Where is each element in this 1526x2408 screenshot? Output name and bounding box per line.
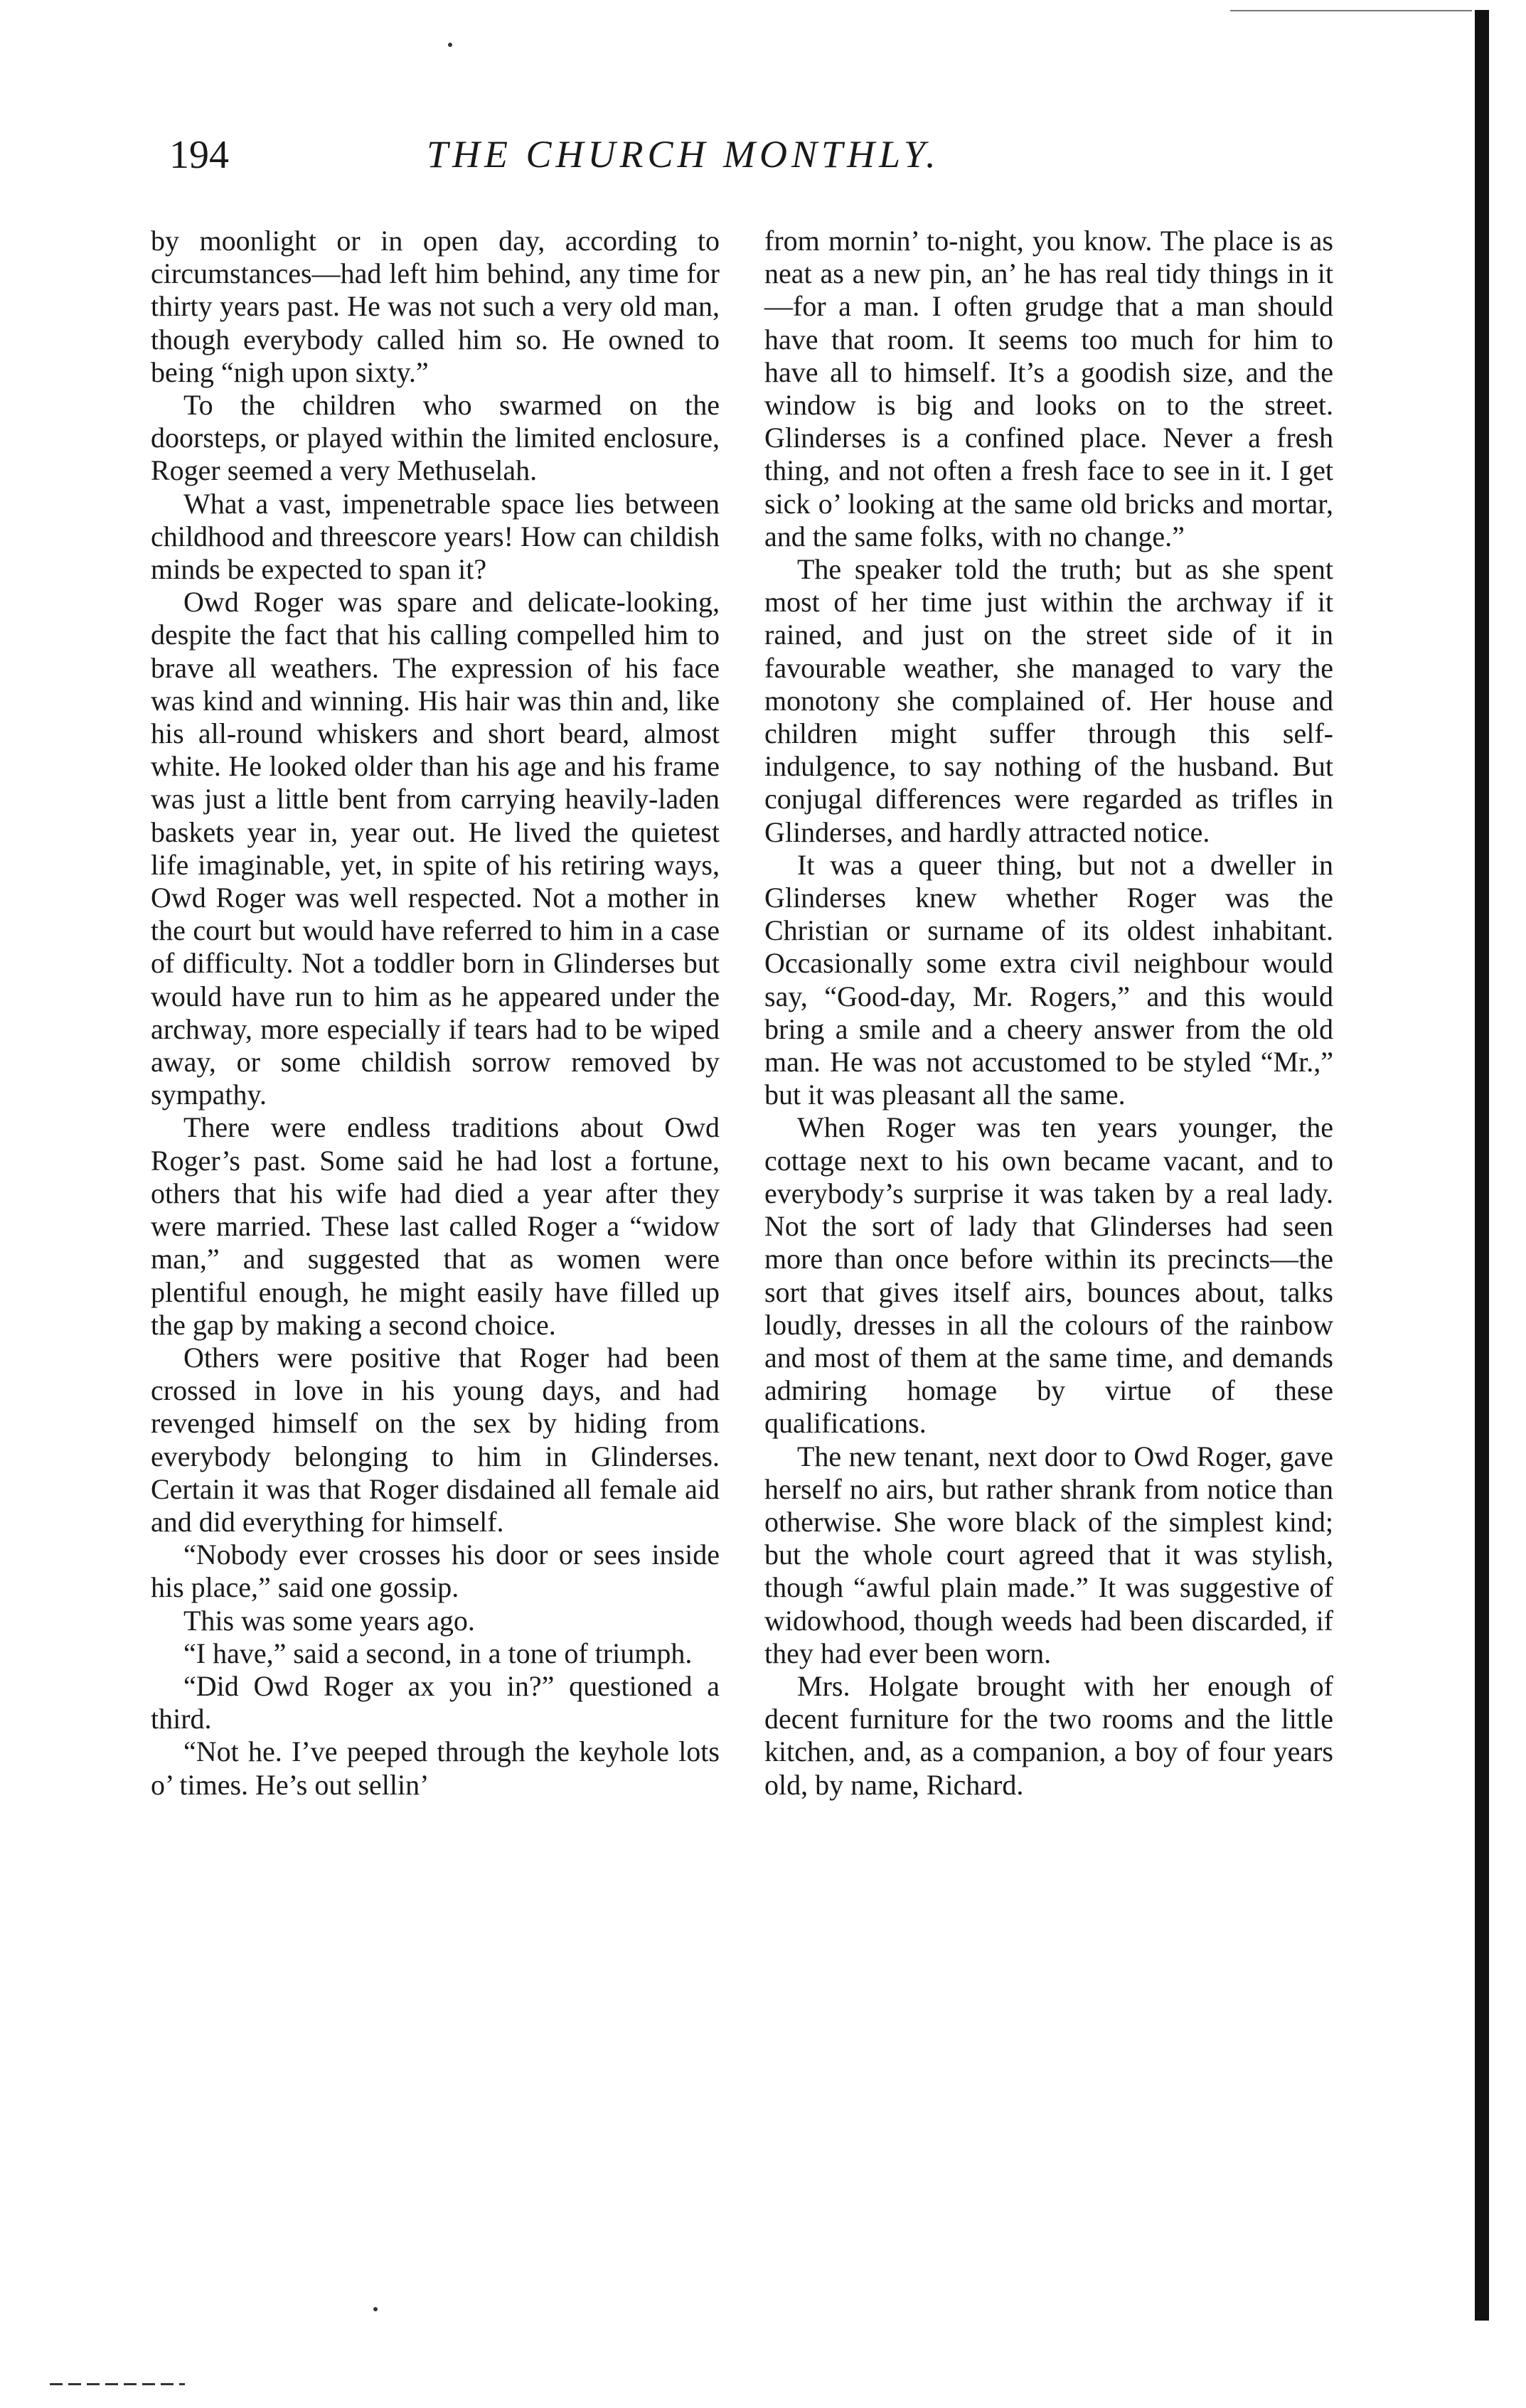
paragraph: Owd Roger was spare and delicate-looking, despite the fact that his calling compelled him to brave all weathers. The expression of his face was kind and winning. His hair was thin and, like his all-round whiskers and short beard, almost white. He looked older than his age and his frame was just a little bent from carrying heavily-laden baskets year in, year out. He lived the quietest life imaginable, yet, in spite of his retiring ways, Owd Roger was well respected. Not a mother in the court but would have referred to him in a case of difficulty. Not a toddler born in Glinderses but would have run to him as he appeared under the archway, more especially if tears had to be wiped away, or some childish sorrow removed by sympathy. bbox=[151, 586, 720, 1111]
edge-rule-top bbox=[1230, 10, 1472, 11]
paragraph: What a vast, impenetrable space lies between childhood and threescore years! How can childish minds be expected to span it? bbox=[151, 487, 720, 586]
page-number: 194 bbox=[169, 133, 229, 177]
right-column bbox=[764, 225, 1333, 1802]
paragraph: “Did Owd Roger ax you in?” questioned a third. bbox=[151, 1669, 720, 1735]
running-head: THE CHURCH MONTHLY. bbox=[427, 133, 940, 176]
paragraph: “I have,” said a second, in a tone of triumph. bbox=[183, 1637, 693, 1669]
paragraph: Mrs. Holgate brought with her enough of decent furniture for the two rooms and the little kitchen, and, as a companion, a boy of four years old, by name, Richard. bbox=[764, 1669, 1333, 1801]
paragraph: “Nobody ever crosses his door or sees inside his place,” said one gossip. bbox=[151, 1539, 720, 1604]
paragraph: When Roger was ten years younger, the cottage next to his own became vacant, and to everybody’s surprise it was taken by a real lady. Not the sort of lady that Glinderses had seen more than once before within its precincts—the sort that gives itself airs, bounces about, talks loudly, dresses in all the colours of the rainbow and most of them at the same time, and demands admiring homage by virtue of these qualifications. bbox=[764, 1111, 1333, 1440]
paragraph: It was a queer thing, but not a dweller in Glinderses knew whether Roger was the Christian or surname of its oldest inhabitant. Occasionally some extra civil neighbour would say, “Good-day, Mr. Rogers,” and this would bring a smile and a cheery answer from the old man. He was not accustomed to be styled “Mr.,” but it was pleasant all the same. bbox=[764, 848, 1333, 1111]
paragraph: The new tenant, next door to Owd Roger, gave herself no airs, but rather shrank from notice than otherwise. She wore black of the simplest kind; but the whole court agreed that it was stylish, though “awful plain made.” It was suggestive of widowhood, though weeds had been discarded, if they had ever been worn. bbox=[764, 1440, 1333, 1669]
speck bbox=[448, 43, 452, 47]
speck bbox=[373, 2307, 378, 2311]
paragraph: “Not he. I’ve peeped through the keyhole lots o’ times. He’s out sellin’ bbox=[151, 1735, 720, 1801]
bottom-scan-mark bbox=[50, 2383, 185, 2385]
paragraph: There were endless traditions about Owd Roger’s past. Some said he had lost a fortune, others that his wife had died a year after they were married. These last called Roger a “widow man,” and suggested that as women were plentiful enough, he might easily have filled up the gap by making a second choice. bbox=[151, 1111, 720, 1341]
left-column bbox=[151, 225, 720, 1802]
paragraph: by moonlight or in open day, according to circumstances—had left him behind, any time for thirty years past. He was not such a very old man, though everybody called him so. He owned to being “nigh upon sixty.” bbox=[151, 225, 720, 388]
paragraph: The speaker told the truth; but as she spent most of her time just within the archway if it rained, and just on the street side of it in favourable weather, she managed to vary the monotony she complained of. Her house and children might suffer through this self-indulgence, to say nothing of the husband. But conjugal differences were regarded as trifles in Glinderses, and hardly attracted notice. bbox=[764, 553, 1333, 848]
page-edge-rule bbox=[1475, 10, 1489, 2321]
paragraph: To the children who swarmed on the doorsteps, or played within the limited enclosure, Roger seemed a very Methuselah. bbox=[151, 389, 720, 487]
paragraph: Others were positive that Roger had been crossed in love in his young days, and had revenged himself on the sex by hiding from everybody belonging to him in Glinderses. Certain it was that Roger disdained all female aid and did everything for himself. bbox=[151, 1341, 720, 1538]
paragraph: from mornin’ to-night, you know. The place is as neat as a new pin, an’ he has real tidy things in it—for a man. I often grudge that a man should have that room. It seems too much for him to have all to himself. It’s a goodish size, and the window is big and looks on to the street. Glinderses is a confined place. Never a fresh thing, and not often a fresh face to see in it. I get sick o’ looking at the same old bricks and mortar, and the same folks, with no change.” bbox=[764, 225, 1333, 552]
paragraph: This was some years ago. bbox=[183, 1604, 475, 1637]
